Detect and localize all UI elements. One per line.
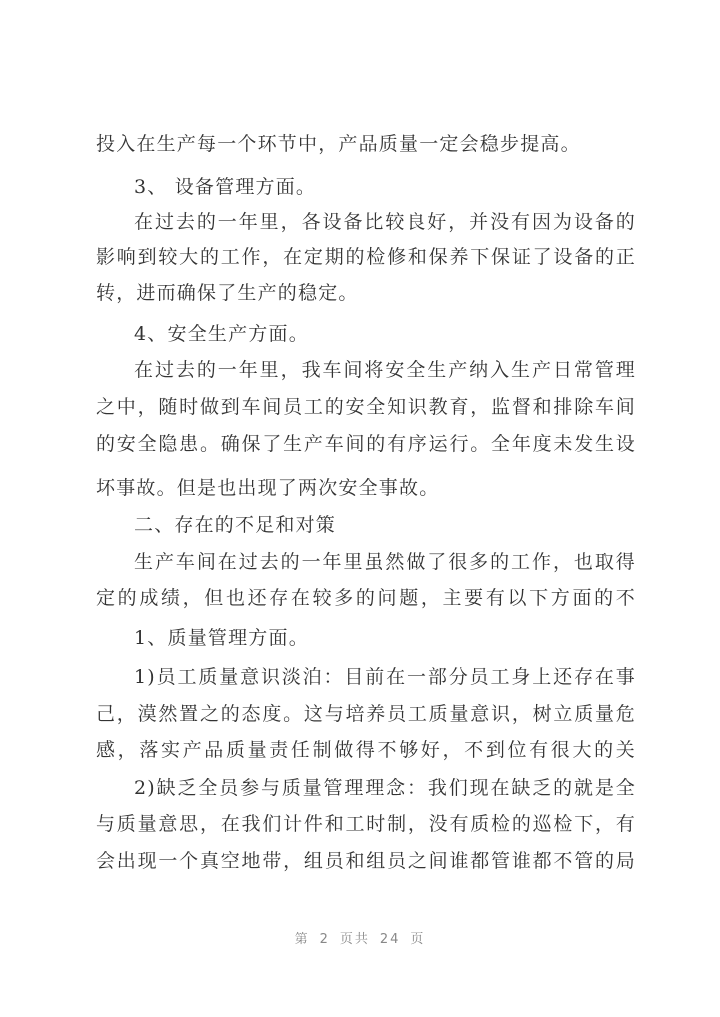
paragraph-line: 生产车间在过去的一年里虽然做了很多的工作，也取得 xyxy=(134,551,636,573)
section-heading: 二、存在的不足和对策 xyxy=(134,514,337,536)
paragraph-line: 之中，随时做到车间员工的安全知识教育，监督和排除车间 xyxy=(96,396,636,418)
paragraph-line: 在过去的一年里，各设备比较良好，并没有因为设备的 xyxy=(134,211,636,233)
paragraph-line: 2)缺乏全员参与质量管理理念：我们现在缺乏的就是全 xyxy=(134,777,636,799)
page-footer xyxy=(0,928,720,947)
page-label-prefix: 第 xyxy=(294,932,310,947)
paragraph-line: 影响到较大的工作，在定期的检修和保养下保证了设备的正 xyxy=(96,246,636,268)
section-heading: 4、安全生产方面。 xyxy=(134,323,309,345)
paragraph-line: 的安全隐患。确保了生产车间的有序运行。全年度未发生设 xyxy=(96,433,636,455)
paragraph-line: 会出现一个真空地带，组员和组员之间谁都管谁都不管的局 xyxy=(96,850,636,872)
paragraph-line: 与质量意思，在我们计件和工时制，没有质检的巡检下，有 xyxy=(96,813,636,835)
section-heading: 3、 设备管理方面。 xyxy=(134,176,317,198)
current-page-number: 2 xyxy=(319,932,330,947)
paragraph-line: 投入在生产每一个环节中，产品质量一定会稳步提高。 xyxy=(96,133,581,155)
paragraph-line: 1)员工质量意识淡泊：目前在一部分员工身上还存在事 xyxy=(134,666,636,688)
page-label-suffix: 页 xyxy=(410,932,426,947)
paragraph-line: 坏事故。但是也出现了两次安全事故。 xyxy=(96,477,440,499)
paragraph-line: 转，进而确保了生产的稳定。 xyxy=(96,282,359,304)
section-heading: 1、质量管理方面。 xyxy=(134,627,309,649)
paragraph-line: 在过去的一年里，我车间将安全生产纳入生产日常管理 xyxy=(134,359,636,381)
page-label-mid: 页共 xyxy=(339,932,370,947)
paragraph-line: 己，漠然置之的态度。这与培养员工质量意识，树立质量危 xyxy=(96,703,636,725)
total-pages-number: 24 xyxy=(379,932,401,947)
paragraph-line: 感，落实产品质量责任制做得不够好，不到位有很大的关 xyxy=(96,739,636,761)
paragraph-line: 定的成绩，但也还存在较多的问题，主要有以下方面的不 xyxy=(96,587,636,609)
